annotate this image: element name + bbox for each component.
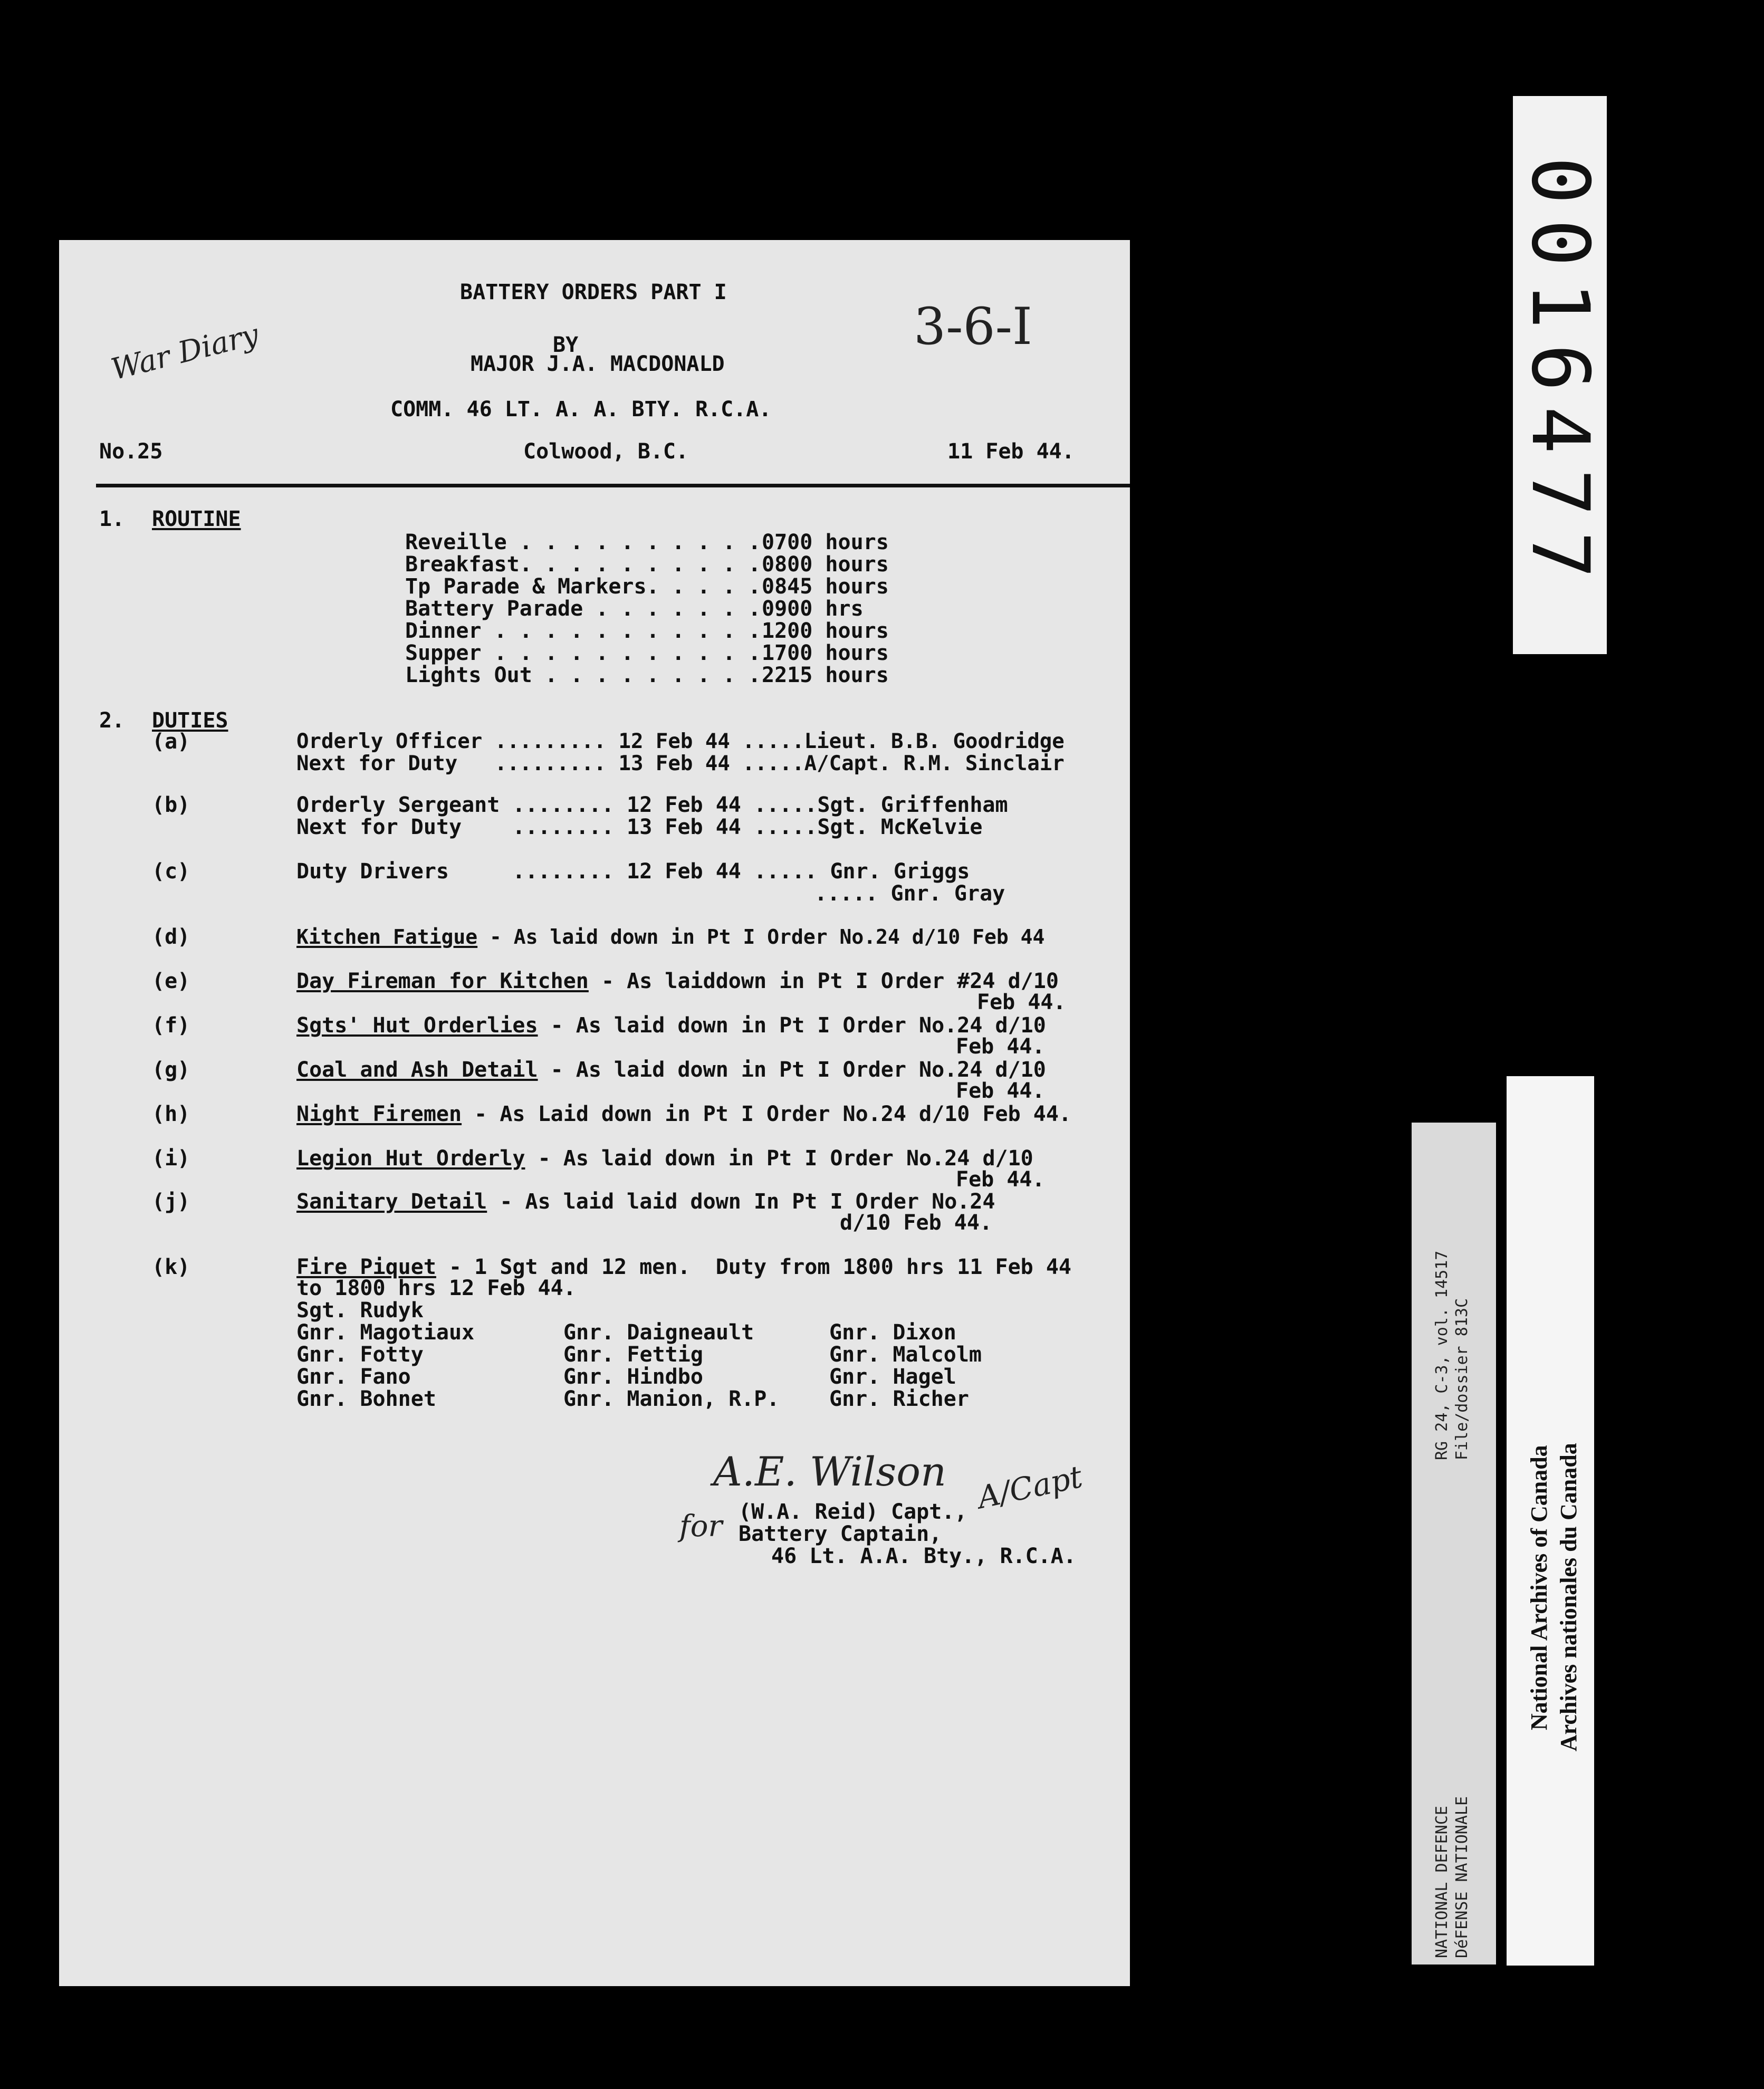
duty-line xyxy=(296,1059,1046,1081)
duty-line xyxy=(296,1014,1046,1037)
routine-item: Lights Out . . . . . . . . . xyxy=(405,663,761,687)
piquet-name: Gnr. Magotiaux xyxy=(296,1320,475,1345)
routine-item: Tp Parade & Markers. . . . . xyxy=(405,574,761,599)
duty-text: - 1 Sgt and 12 men. Duty from 1800 hrs 11 Feb 44 xyxy=(436,1255,1072,1279)
piquet-name: Gnr. Fano xyxy=(296,1365,411,1389)
frame-number: 0016477 xyxy=(1514,156,1606,594)
routine-time: 0800 hours xyxy=(762,552,889,577)
duty-title: Fire Piquet xyxy=(296,1255,436,1279)
duty-line xyxy=(296,1191,995,1213)
piquet-name: Gnr. Hindbo xyxy=(563,1365,703,1389)
piquet-name: Gnr. Richer xyxy=(829,1387,969,1411)
duty-title: Day Fireman for Kitchen xyxy=(296,969,589,993)
order-date: 11 Feb 44. xyxy=(947,439,1075,464)
doc-unit: COMM. 46 LT. A. A. BTY. R.C.A. xyxy=(390,397,772,421)
duty-line: Orderly Sergeant ........ 12 Feb 44 .....Sgt. Griffenham xyxy=(296,793,1008,817)
duty-text: - As laid down in Pt I Order No.24 d/10 xyxy=(525,1146,1033,1171)
duty-line: Next for Duty ......... 13 Feb 44 .....A/Capt. R.M. Sinclair xyxy=(296,752,1065,775)
duty-title: Sanitary Detail xyxy=(296,1190,487,1214)
handwritten-rank: A/Capt xyxy=(974,1458,1086,1516)
routine-item: Reveille . . . . . . . . . . xyxy=(405,530,761,554)
order-number: No.25 xyxy=(99,439,163,464)
duty-cont: Feb 44. xyxy=(956,1167,1045,1192)
duty-text: - As laid down in Pt I Order No.24 d/10 xyxy=(538,1013,1046,1038)
routine-time: 0845 hours xyxy=(762,574,889,599)
doc-title: BATTERY ORDERS PART I xyxy=(460,280,727,304)
duty-text: - As laiddown in Pt I Order #24 d/10 xyxy=(588,969,1059,993)
handwritten-for: for xyxy=(679,1509,723,1544)
duty-label: (j) xyxy=(152,1190,190,1214)
duty-label: (c) xyxy=(152,859,190,884)
duty-label: (e) xyxy=(152,969,190,993)
duty-cont: Feb 44. xyxy=(956,1079,1045,1103)
duty-label: (b) xyxy=(152,793,190,817)
order-place: Colwood, B.C. xyxy=(523,439,689,464)
duty-line: Next for Duty ........ 13 Feb 44 .....Sgt. McKelvie xyxy=(296,815,983,839)
document-page xyxy=(59,240,1130,1986)
routine-time: 0700 hours xyxy=(762,530,889,554)
duty-cont: to 1800 hrs 12 Feb 44. xyxy=(296,1276,576,1300)
duty-title: Sgts' Hut Orderlies xyxy=(296,1013,538,1038)
handwritten-signature: A.E. Wilson xyxy=(713,1448,946,1495)
duty-line xyxy=(296,1256,1071,1278)
duty-label: (a) xyxy=(152,730,190,754)
duty-text: - As laid laid down In Pt I Order No.24 xyxy=(487,1190,995,1214)
duty-title: Night Firemen xyxy=(296,1102,462,1126)
duty-line xyxy=(296,926,1044,948)
duty-line: Duty Drivers ........ 12 Feb 44 ..... Gnr. Griggs xyxy=(296,859,970,884)
routine-item: Breakfast. . . . . . . . . . xyxy=(405,552,761,577)
duty-line xyxy=(296,1147,1033,1170)
duty-title: Kitchen Fatigue xyxy=(296,925,478,948)
duty-label: (h) xyxy=(152,1102,190,1126)
duty-title: Coal and Ash Detail xyxy=(296,1058,538,1082)
frame-number-stamp xyxy=(1513,96,1607,654)
signatory-name: (W.A. Reid) Capt., xyxy=(739,1500,967,1524)
duty-line xyxy=(296,1103,1071,1125)
piquet-name: Gnr. Fotty xyxy=(296,1343,424,1367)
duties-num: 2. xyxy=(99,708,125,733)
reference-rg: RG 24, C-3, vol. 14517 xyxy=(1433,1250,1451,1460)
reference-file: File/dossier 813C xyxy=(1453,1298,1471,1460)
reference-strip xyxy=(1412,1123,1496,1965)
doc-author: MAJOR J.A. MACDONALD xyxy=(471,352,725,376)
reference-dept-fr: DéFENSE NATIONALE xyxy=(1453,1796,1471,1958)
duty-label: (i) xyxy=(152,1146,190,1171)
routine-heading: ROUTINE xyxy=(152,507,241,531)
doc-by: BY xyxy=(553,333,579,357)
war-diary-note: War Diary xyxy=(108,317,262,387)
routine-time: 1700 hours xyxy=(762,641,889,665)
routine-num: 1. xyxy=(99,507,125,531)
duty-cont: d/10 Feb 44. xyxy=(840,1211,992,1235)
signatory-title: Battery Captain, xyxy=(739,1522,942,1546)
signatory-unit: 46 Lt. A.A. Bty., R.C.A. xyxy=(771,1544,1076,1568)
routine-time: 1200 hours xyxy=(762,619,889,643)
duty-cont: Feb 44. xyxy=(977,990,1066,1014)
duty-text: - As laid down in Pt I Order No.24 d/10 xyxy=(538,1058,1046,1082)
duties-heading: DUTIES xyxy=(152,708,228,733)
header-rule xyxy=(96,484,1130,487)
piquet-name: Gnr. Fettig xyxy=(563,1343,703,1367)
file-ref-note: 3-6-I xyxy=(914,297,1032,356)
duty-cont: Feb 44. xyxy=(956,1034,1045,1059)
routine-item: Supper . . . . . . . . . . . xyxy=(405,641,761,665)
piquet-name: Gnr. Daigneault xyxy=(563,1320,754,1345)
reference-dept-en: NATIONAL DEFENCE xyxy=(1433,1806,1451,1958)
piquet-name: Gnr. Hagel xyxy=(829,1365,956,1389)
duty-label: (g) xyxy=(152,1058,190,1082)
duty-line xyxy=(296,970,1059,992)
duty-label: (k) xyxy=(152,1255,190,1279)
piquet-name: Gnr. Malcolm xyxy=(829,1343,982,1367)
duty-title: Legion Hut Orderly xyxy=(296,1146,525,1171)
duty-text: - As laid down in Pt I Order No.24 d/10 Feb 44 xyxy=(477,925,1045,948)
piquet-name: Gnr. Bohnet xyxy=(296,1387,436,1411)
piquet-name: Gnr. Manion, R.P. xyxy=(563,1387,780,1411)
duty-line: Orderly Officer ......... 12 Feb 44 .....Lieut. B.B. Goodridge xyxy=(296,730,1065,753)
routine-time: 2215 hours xyxy=(762,663,889,687)
duty-text: - As Laid down in Pt I Order No.24 d/10 Feb 44. xyxy=(462,1102,1072,1126)
duty-line: ..... Gnr. Gray xyxy=(814,881,1005,906)
duty-label: (f) xyxy=(152,1013,190,1038)
archives-name-en: National Archives of Canada xyxy=(1526,1445,1552,1730)
routine-item: Dinner . . . . . . . . . . . xyxy=(405,619,761,643)
routine-item: Battery Parade . . . . . . . xyxy=(405,597,761,621)
archives-label xyxy=(1507,1076,1594,1966)
piquet-sergeant: Sgt. Rudyk xyxy=(296,1298,424,1323)
archives-name-fr: Archives nationales du Canada xyxy=(1556,1443,1581,1751)
routine-time: 0900 hrs xyxy=(762,597,864,621)
piquet-name: Gnr. Dixon xyxy=(829,1320,956,1345)
duty-label: (d) xyxy=(152,925,190,949)
